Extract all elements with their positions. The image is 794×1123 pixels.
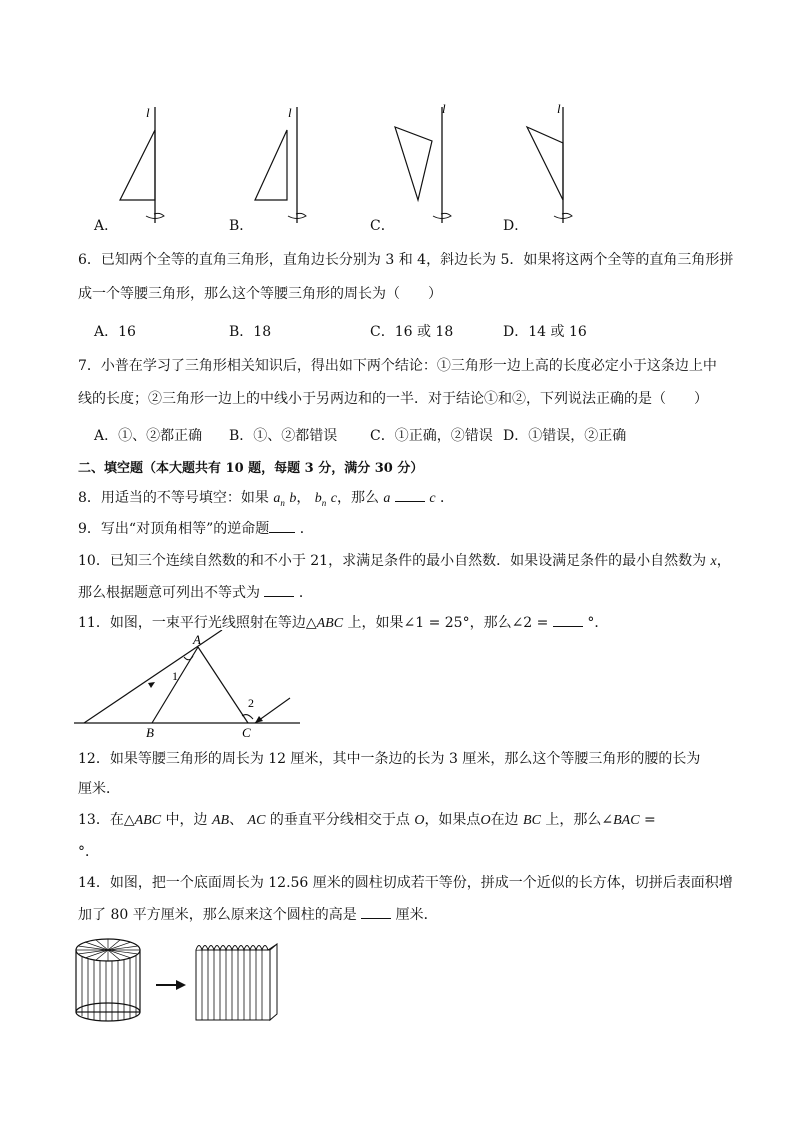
q5-option-d: D． — [503, 218, 529, 234]
axis-label-d: l — [557, 101, 561, 116]
q10-line2-text: 那么根据题意可列出不等式为 — [78, 585, 260, 601]
q8-b2: b — [314, 491, 322, 506]
q11-end: °． — [587, 615, 609, 631]
q10-line2: 那么根据题意可列出不等式为 ． — [78, 585, 313, 601]
q8-b: b — [289, 491, 297, 506]
q8-sub2: n — [321, 497, 327, 508]
figure-c — [395, 101, 451, 223]
fig-label-one: 1 — [172, 669, 178, 683]
q13-bc: BC — [523, 813, 541, 828]
q13-bac: BAC — [613, 813, 640, 828]
axis-label-a: l — [146, 105, 150, 120]
q8 — [78, 487, 454, 508]
q9-text: 9．写出“对顶角相等”的逆命题 — [78, 521, 270, 537]
q5-option-c: C． — [370, 218, 395, 234]
figure-d — [527, 101, 572, 223]
q13-mid1: 中，边 — [161, 812, 208, 828]
q14-line2 — [78, 904, 438, 924]
q13-line2: °． — [78, 844, 99, 860]
q14-line2b: 厘米． — [395, 907, 438, 923]
q11-abc: ABC — [316, 616, 344, 631]
q10-line1-text: 10．已知三个连续自然数的和不小于 21，求满足条件的最小自然数．如果设满足条件的最小自然数为 — [78, 553, 707, 569]
fig-label-a: A — [193, 632, 201, 647]
q14-figure — [72, 932, 302, 1024]
q8-c: c — [330, 491, 337, 506]
q12-line2: 厘米． — [78, 781, 120, 797]
q8-prefix: 8．用适当的不等号填空：如果 — [78, 490, 269, 506]
q11-figure — [72, 630, 312, 742]
q13-mid5: 上，那么∠ — [540, 812, 614, 828]
q13-mid4: 在边 — [490, 812, 519, 828]
fig-label-c: C — [242, 725, 251, 740]
q5-option-b: B． — [229, 218, 254, 234]
q12-line1: 12．如果等腰三角形的周长为 12 厘米，其中一条边的长为 3 厘米，那么这个等腰三角形的腰的长为 — [78, 751, 701, 767]
q5-figures — [80, 95, 600, 235]
q7-option-d: D．①错误，②正确 — [503, 428, 627, 444]
q8-comma: ， — [296, 490, 311, 506]
axis-label-b: l — [288, 105, 292, 120]
q13-ac: AC — [247, 813, 266, 828]
q7-line1: 7．小普在学习了三角形相关知识后，得出如下两个结论：①三角形一边上高的长度必定小于这条边上中 — [78, 358, 717, 374]
q5-option-a: A． — [94, 218, 119, 234]
q6-line2: 成一个等腰三角形，那么这个等腰三角形的周长为（ ） — [78, 286, 442, 302]
figure-a — [120, 105, 164, 223]
q13-prefix: 13．在△ — [78, 812, 135, 828]
q13-sep: 、 — [229, 812, 244, 828]
q10-x: x — [710, 554, 717, 569]
q9: 9．写出“对顶角相等”的逆命题 ． — [78, 521, 314, 537]
q6-option-a: A．16 — [94, 324, 136, 340]
q6-line1: 6．已知两个全等的直角三角形，直角边长分别为 3 和 4，斜边长为 5．如果将这两个全等的直角三角形拼 — [78, 252, 734, 268]
q8-end: ． — [439, 490, 454, 506]
q14-blank[interactable] — [361, 906, 391, 919]
q10-blank[interactable] — [264, 584, 294, 597]
q7-option-b: B．①、②都错误 — [229, 428, 338, 444]
q11-prefix: 11．如图，一束平行光线照射在等边△ — [78, 615, 317, 631]
fig-label-b: B — [146, 725, 154, 740]
q8-sub: n — [280, 497, 285, 508]
q8-a2: a — [383, 491, 391, 506]
q7-option-a: A．①、②都正确 — [94, 428, 203, 444]
q13-ab: AB — [211, 813, 230, 828]
q7-line2: 线的长度；②三角形一边上的中线小于另两边和的一半．对于结论①和②，下列说法正确的是（ ） — [78, 391, 708, 407]
q13-mid3: ，如果点 — [424, 812, 481, 828]
q6-option-b: B．18 — [229, 324, 272, 340]
q8-c2: c — [429, 491, 436, 506]
cuboid — [196, 944, 277, 1020]
q14-line2a: 加了 80 平方厘米，那么原来这个圆柱的高是 — [78, 907, 357, 923]
q6-option-c: C．16 或 18 — [370, 324, 454, 340]
q13-o2: O — [480, 813, 491, 828]
q13-o: O — [414, 813, 425, 828]
figure-b — [255, 105, 306, 223]
q6-option-d: D．14 或 16 — [503, 324, 587, 340]
q11-mid: 上，如果∠1 = 25°，那么∠2 = — [343, 615, 549, 631]
q10-line1: 10．已知三个连续自然数的和不小于 21，求满足条件的最小自然数．如果设满足条件的最小自然数为 x， — [78, 553, 731, 569]
q8-a: a — [273, 491, 281, 506]
q8-blank[interactable] — [395, 489, 425, 502]
q9-blank[interactable] — [269, 520, 295, 533]
q13-line1 — [78, 809, 656, 829]
q8-then: ，那么 — [336, 490, 379, 506]
q13-abc: ABC — [134, 813, 162, 828]
q13-eq: = — [639, 812, 656, 828]
q14-line1: 14．如图，把一个底面周长为 12.56 厘米的圆柱切成若干等份，拼成一个近似的长方体，切拼后表面积增 — [78, 875, 733, 891]
q11-blank[interactable] — [553, 614, 583, 627]
fig-label-two: 2 — [248, 696, 254, 710]
cylinder — [76, 939, 140, 1021]
q13-mid2: 的垂直平分线相交于点 — [265, 812, 410, 828]
arrow-icon — [156, 980, 186, 990]
q11 — [78, 612, 608, 632]
section2-heading: 二、填空题（本大题共有 10 题，每题 3 分，满分 30 分） — [78, 461, 424, 476]
axis-label-c: l — [442, 101, 446, 116]
q7-option-c: C．①正确，②错误 — [370, 428, 493, 444]
